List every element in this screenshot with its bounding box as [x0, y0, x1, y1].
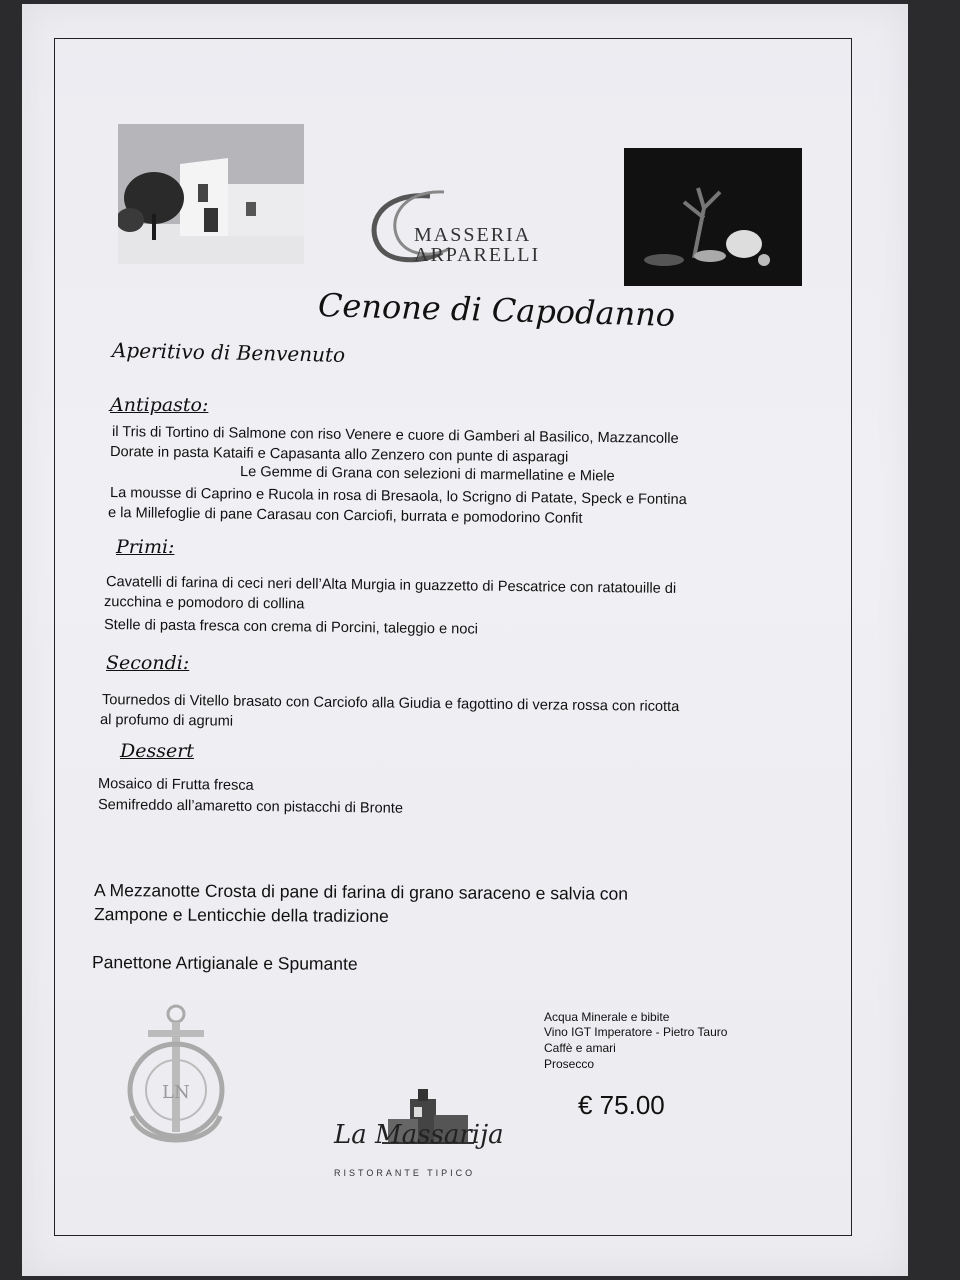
- antipasto-heading: Antipasto:: [110, 394, 209, 416]
- secondi-line: Tournedos di Vitello brasato con Carciofo alla Giudia e fagottino di verza rossa con ricotta: [101, 692, 680, 716]
- antipasto-line: Le Gemme di Grana con selezioni di marmellatine e Miele: [239, 464, 615, 485]
- drink-item: Prosecco: [544, 1057, 595, 1071]
- menu-title: Cenone di Capodanno: [317, 286, 676, 334]
- primi-heading: Primi:: [116, 536, 175, 558]
- dessert-line: Semifreddo all’amaretto con pistacchi di Bronte: [97, 797, 404, 817]
- anchor-emblem-icon: [118, 1000, 228, 1160]
- primi-line: Cavatelli di farina di ceci neri dell’Alta Murgia in guazzetto di Pescatrice con ratatouille di: [105, 574, 677, 597]
- menu-price: € 75.00: [578, 1090, 665, 1120]
- antipasto-line: Dorate in pasta Kataifi e Capasanta allo Zenzero con punte di asparagi: [109, 444, 569, 466]
- night-dining-photo: [624, 148, 802, 286]
- drink-item: Vino IGT Imperatore - Pietro Tauro: [544, 1025, 728, 1039]
- logo-line-masseria: MASSERIA: [414, 224, 532, 246]
- dessert-heading: Dessert: [120, 740, 194, 762]
- secondi-line: al profumo di agrumi: [99, 712, 234, 730]
- primi-line: zucchina e pomodoro di collina: [103, 594, 305, 613]
- primi-line: Stelle di pasta fresca con crema di Porcini, taleggio e noci: [103, 617, 479, 638]
- secondi-heading: Secondi:: [106, 652, 190, 674]
- panettone-line: Panettone Artigianale e Spumante: [91, 952, 358, 974]
- antipasto-line: La mousse di Caprino e Rucola in rosa di Bresaola, lo Scrigno di Patate, Speck e Fontina: [109, 485, 687, 509]
- dessert-line: Mosaico di Frutta fresca: [97, 776, 254, 794]
- svg-text:LN: LN: [162, 1082, 190, 1103]
- antipasto-line: il Tris di Tortino di Salmone con riso Venere e cuore di Gamberi al Basilico, Mazzancolle: [111, 424, 679, 447]
- restaurant-subtitle: RISTORANTE TIPICO: [334, 1168, 476, 1178]
- restaurant-name: La Massarija: [334, 1120, 504, 1150]
- aperitivo-heading: Aperitivo di Benvenuto: [111, 338, 346, 367]
- mezzanotte-line: A Mezzanotte Crosta di pane di farina di grano saraceno e salvia con: [93, 880, 629, 904]
- masseria-photo: [118, 124, 304, 264]
- mezzanotte-line: Zampone e Lenticchie della tradizione: [93, 904, 389, 927]
- antipasto-line: e la Millefoglie di pane Carasau con Carciofi, burrata e pomodorino Confit: [107, 505, 583, 527]
- drink-item: Caffè e amari: [544, 1041, 616, 1055]
- logo-line-carparelli: ARPARELLI: [414, 244, 541, 266]
- drink-item: Acqua Minerale e bibite: [544, 1010, 670, 1024]
